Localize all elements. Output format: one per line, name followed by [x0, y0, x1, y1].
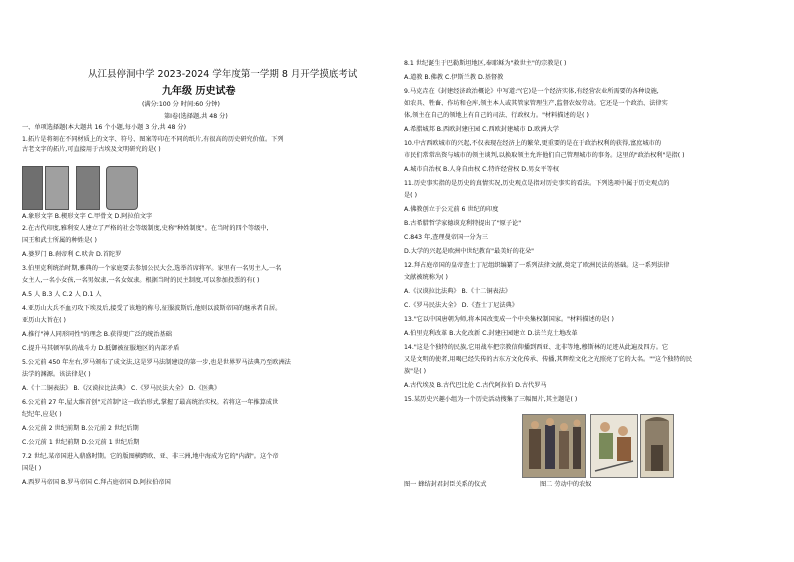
- question-line: 10.中古西欧城市的兴起,不仅表现在经济上的繁荣,更重要的是在于政治权利的获得,富庶城市的: [404, 140, 662, 147]
- question-line: 9.马克垚在《封建经济政治概论》中写道:"(它)是一个经济实体,有经营农业所需要的各种设施,: [404, 88, 659, 95]
- option-line: A.西罗马帝国 B.罗马帝国 C.拜占庭帝国 D.阿拉伯帝国: [22, 479, 171, 486]
- question-line: 族"是( ): [404, 368, 427, 375]
- option-line: A.伯里克利改革 B.大化改新 C.封建庄园建立 D.法兰克土地改革: [404, 330, 578, 337]
- rubbing-image: [45, 166, 69, 210]
- option-line: A.城市自治权 B.人身自由权 C.特许经营权 D.男女平等权: [404, 166, 559, 173]
- question-line: 15.某历史兴趣小组为一个历史活动搜集了三幅图片,其主题是( ): [404, 396, 578, 403]
- question-line: 14."这是个独特的民族,它用战车把宗教信仰播到西亚、北非等地,穆斯林的足迹从此遍及四方。它: [404, 344, 669, 351]
- rubbing-image: [22, 166, 43, 210]
- question-line: 5.公元前 450 年左右,罗马颁布了成文法,这是罗马法制建设的第一步,也是世界罗马法典乃至欧洲法: [22, 359, 291, 366]
- question-line: 法学的渊源。该法律是( ): [22, 371, 91, 378]
- question-line: 亚历山大旨在( ): [22, 317, 66, 324]
- option-line: A.推行"神人同形同性"的理念 B.获得更广泛的统治基础: [22, 331, 172, 338]
- ceremony-illustration: [523, 415, 585, 477]
- figure-one-caption: 图一 蜂结封君封臣关系的仪式: [404, 481, 487, 488]
- option-line: C.843 年,查理曼帝国一分为三: [404, 234, 488, 241]
- question-line: 如农具、牲畜、作坊和仓库,领主本人或其管家管理生产,监督农奴劳动。它还是一个政治、法律实: [404, 100, 668, 107]
- option-line: A.婆罗门 B.刹帝利 C.吠舍 D.首陀罗: [22, 251, 122, 258]
- question-line: 国王和武士所属的种姓是( ): [22, 237, 97, 244]
- question-line: 体,领主在自己的领地上有自己的司法、行政权力。"材料描述的是( ): [404, 112, 589, 119]
- option-line: A.象形文字 B.楔形文字 C.甲骨文 D.阿拉伯文字: [22, 213, 153, 220]
- option-line: A.公元前 2 世纪前期 B.公元前 2 世纪后期: [22, 425, 139, 432]
- figure-third-image: [640, 414, 674, 478]
- question-line: 12.拜占庭帝国的皇帝查士丁尼组织编纂了一系列法律文献,奠定了欧洲民法的基础。这一系列法律: [404, 262, 670, 269]
- question-line: 女主人,一名小女孩,一名男奴隶,一名女奴隶。根据当时的民主制度,可以参加投票的有( ): [22, 277, 260, 284]
- question-line: 3.伯里克利统治时期,雅典的一个家庭要去参加公民大会,选举首席将军。家里有一名男主人,一名: [22, 265, 282, 272]
- section-heading: 一、单项选择题(本大题共 16 个小题,每小题 3 分,共 48 分): [22, 124, 186, 131]
- serf-labor-illustration: [591, 415, 637, 477]
- question-line: 古老文字的拓片,可直接用于古埃及文明研究的是( ): [22, 146, 161, 153]
- rubbing-image: [106, 166, 138, 210]
- figure-two-caption: 图二 劳动中的农奴: [540, 481, 592, 488]
- option-line: C.《罗马民法大全》 D.《查士丁尼法典》: [404, 302, 518, 309]
- question-line: 7.2 世纪,某帝国进入鼎盛时期。它的版图横跨欧、亚、非三洲,地中海成为它的"内湖"。这个帝: [22, 453, 279, 460]
- exam-subtitle: 九年级 历史试卷: [162, 86, 236, 97]
- question-line: 又是文明的使者,用喝已经失传的古东方文化传承、传播,其辉煌文化之光照亮了它的大名。""这个独特的民: [404, 356, 693, 363]
- third-illustration: [641, 415, 673, 477]
- question-line: 6.公元前 27 年,屋大维首创"元首制"这一政治形式,掌握了最高统治实权。若将这一年推算成世: [22, 399, 279, 406]
- question-line: 文献被统称为( ): [404, 274, 448, 281]
- option-line: A.《汉谟拉比法典》 B.《十二铜表法》: [404, 288, 512, 295]
- figure-serf-labor-image: [590, 414, 638, 478]
- question-line: 是( ): [404, 192, 417, 199]
- part-heading: 第Ⅰ卷(选择题,共 48 分): [164, 113, 228, 120]
- option-line: B.古希腊哲学家德谟克利特提出了"原子论": [404, 220, 522, 227]
- option-line: A.5 人 B.3 人 C.2 人 D.1 人: [22, 291, 102, 298]
- option-line: C.提升马其顿军队的战斗力 D.抵御被征服地区的内部矛盾: [22, 345, 180, 352]
- option-line: A.佛教创立于公元前 6 世纪的印度: [404, 206, 499, 213]
- question-line: 纪纪年,应是( ): [22, 411, 62, 418]
- option-line: C.公元前 1 世纪前期 D.公元前 1 世纪后期: [22, 439, 140, 446]
- question-line: 国是( ): [22, 465, 42, 472]
- question-line: 8.1 世纪诞生于巴勒斯坦地区,奉耶稣为"救世主"的宗教是( ): [404, 60, 567, 67]
- question-line: 4.亚历山大兵不血刃攻下埃及后,接受了该地的称号,征服波斯后,他则以波斯帝国的继承者自居。: [22, 305, 282, 312]
- option-line: A.《十二铜表法》 B.《汉谟拉比法典》 C.《罗马民法大全》 D.《医典》: [22, 385, 221, 392]
- option-line: D.大学的兴起是欧洲中世纪教育"最美好的花朵": [404, 248, 534, 255]
- question-line: 13."它以中国唐朝为师,将本国改变成一个中央集权制国家。"材料描述的是( ): [404, 316, 614, 323]
- option-line: A.道教 B.佛教 C.伊斯兰教 D.基督教: [404, 74, 504, 81]
- question-line: 11.历史事实指的是历史的真情实况,历史观点是指对历史事实的看法。下列选项中属于历史观点的: [404, 180, 670, 187]
- exam-meta: (满分:100 分 时间:60 分钟): [142, 101, 220, 108]
- question-line: 2.在古代印度,雅利安人建立了严格的社会等级制度,史称"种姓制度"。在当时的四个等级中,: [22, 225, 269, 232]
- figure-ceremony-image: [522, 414, 586, 478]
- question-line: 1.拓片是将刻在不同材质上的文字、符号、图案等印在不同的纸片,有很高的历史研究价值。下列: [22, 136, 284, 143]
- rubbing-image: [76, 166, 100, 210]
- option-line: A.古代埃及 B.古代巴比伦 C.古代阿拉伯 D.古代罗马: [404, 382, 547, 389]
- option-line: A.希腊城邦 B.西欧封建庄园 C.西欧封建城市 D.欧洲大学: [404, 126, 559, 133]
- question-line: 市民们常常出资与城市的领主谈判,以换取领主允许他们自己管理城市的事务。这里的"政治权利"是指( ): [404, 152, 685, 159]
- exam-title: 从江县停洞中学 2023-2024 学年度第一学期 8 月开学摸底考试: [88, 69, 358, 80]
